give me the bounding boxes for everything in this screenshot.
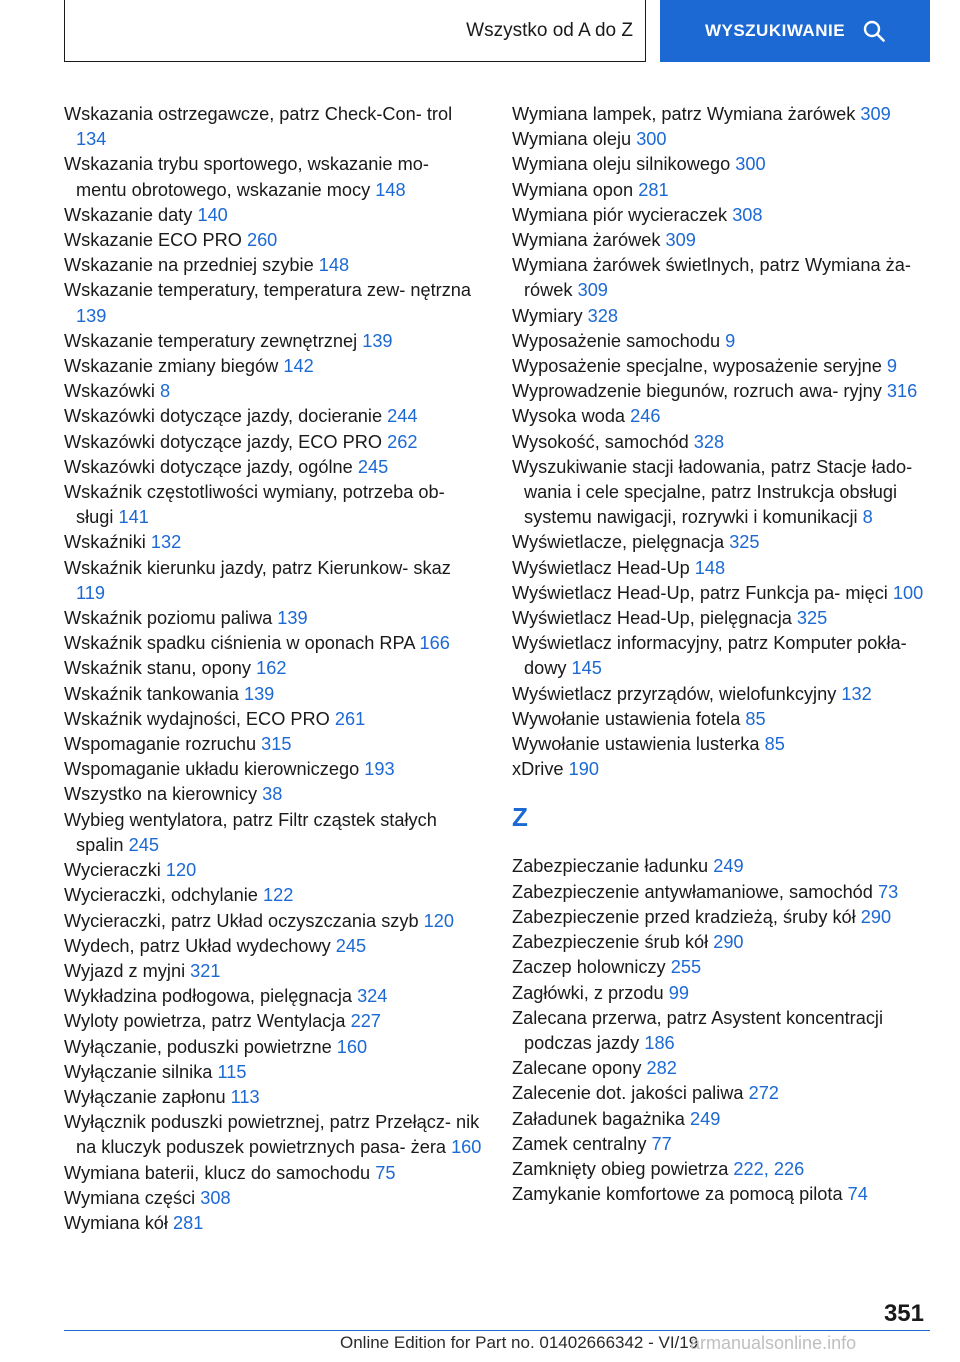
entry-page-link[interactable]: 245 — [128, 834, 159, 855]
index-entry — [64, 278, 482, 328]
index-entry — [64, 1085, 482, 1110]
search-button-label: WYSZUKIWANIE — [704, 21, 846, 40]
entry-text: Wymiana żarówek świetlnych, patrz Wymiana ża‐ rówek — [512, 255, 911, 301]
header-bar — [64, 0, 930, 64]
index-entry — [64, 1110, 482, 1160]
entry-page-link[interactable]: 166 — [419, 633, 450, 654]
entry-text: Wskazanie daty — [64, 204, 193, 225]
entry-text: Zagłówki, z przodu — [512, 982, 664, 1003]
entry-text: Wskazówki dotyczące jazdy, ogólne — [64, 456, 353, 477]
entry-page-link[interactable]: 113 — [230, 1086, 260, 1107]
entry-page-link[interactable]: 120 — [165, 860, 197, 881]
entry-text: Wysoka woda — [512, 406, 626, 427]
entry-text: Zabezpieczanie ładunku — [512, 856, 709, 877]
entry-text: Wymiana opon — [512, 179, 634, 200]
entry-text: Wycieraczki — [64, 860, 161, 881]
entry-text: Zamek centralny — [512, 1133, 647, 1154]
index-entry — [64, 858, 482, 883]
index-entry — [512, 981, 932, 1006]
entry-text: Wyszukiwanie stacji ładowania, patrz Stacje łado‐ wania i cele specjalne, patrz Instrukcja obsługi systemu nawigacji, rozrywki i komunikacji — [512, 456, 913, 528]
entry-text: Wspomaganie układu kierowniczego — [64, 759, 360, 780]
entry-text: Wymiana części — [64, 1187, 196, 1208]
entry-text: Zalecane opony — [512, 1058, 642, 1079]
entry-page-link[interactable]: 245 — [335, 935, 367, 956]
index-entry — [512, 379, 932, 404]
index-entry — [64, 682, 482, 707]
entry-page-link[interactable]: 316 — [886, 381, 918, 402]
entry-page-link[interactable]: 9 — [886, 356, 898, 377]
index-entry — [64, 631, 482, 656]
entry-text: Zalecana przerwa, patrz Asystent koncentracji podczas jazdy — [512, 1007, 883, 1053]
entry-page-link[interactable]: 300 — [636, 129, 667, 150]
entry-page-link[interactable]: 328 — [693, 431, 725, 452]
index-entry — [512, 102, 932, 127]
entry-page-link[interactable]: 315 — [261, 734, 292, 755]
entry-page-link[interactable]: 8 — [160, 381, 171, 402]
index-entry — [512, 880, 932, 905]
tab-a-to-z-label: Wszystko od A do Z — [466, 19, 633, 41]
entry-text: Wskaźnik spadku ciśnienia w oponach RPA — [64, 633, 415, 654]
entry-text: Wyświetlacz Head-Up, pielęgnacja — [512, 608, 792, 629]
index-entry — [512, 682, 932, 707]
entry-text: Załadunek bagażnika — [512, 1108, 685, 1129]
index-entry — [64, 959, 482, 984]
entry-page-link[interactable]: 260 — [246, 230, 278, 251]
entry-text: Wszystko na kierownicy — [64, 784, 258, 805]
index-entry — [512, 178, 932, 203]
entry-page-link[interactable]: 255 — [670, 957, 702, 978]
entry-page-link[interactable]: 145 — [571, 658, 602, 679]
entry-text: Wskazówki dotyczące jazdy, ECO PRO — [64, 431, 383, 452]
entry-page-link[interactable]: 99 — [668, 982, 689, 1003]
entry-text: Wskaźnik tankowania — [64, 683, 239, 704]
index-entry — [64, 1060, 482, 1085]
index-column-right — [512, 102, 932, 1207]
index-entry — [512, 1182, 932, 1207]
entry-text: Wyposażenie samochodu — [512, 330, 721, 351]
entry-text: Wybieg wentylatora, patrz Filtr cząstek stałych spalin — [64, 809, 437, 855]
index-entry — [512, 253, 932, 303]
footer-watermark: armanualsonline.info — [690, 1333, 857, 1353]
index-entry — [512, 1157, 932, 1182]
entry-page-link[interactable]: 245 — [357, 456, 389, 477]
entry-text: Wymiana oleju — [512, 129, 632, 150]
entry-page-link[interactable]: 160 — [336, 1036, 368, 1057]
entry-page-link[interactable]: 249 — [713, 856, 744, 877]
entry-page-link[interactable]: 300 — [735, 154, 766, 175]
entry-page-link[interactable]: 162 — [256, 658, 287, 679]
index-entry — [64, 934, 482, 959]
entry-page-link[interactable]: 309 — [665, 230, 696, 251]
entry-text: Wyposażenie specjalne, wyposażenie seryjne — [512, 356, 882, 377]
entry-page-link[interactable]: 132 — [150, 532, 182, 553]
index-entry — [64, 1161, 482, 1186]
entry-text: xDrive — [512, 759, 564, 780]
index-entry — [512, 905, 932, 930]
index-entry — [64, 883, 482, 908]
entry-page-link[interactable]: 160 — [451, 1137, 482, 1158]
index-entry — [512, 203, 932, 228]
entry-text: Wyloty powietrza, patrz Wentylacja — [64, 1011, 346, 1032]
search-button[interactable] — [660, 0, 930, 62]
index-entry — [64, 228, 482, 253]
entry-page-link[interactable]: 119 — [76, 582, 105, 603]
entry-page-link[interactable]: 8 — [862, 507, 873, 528]
entry-page-link[interactable]: 325 — [796, 608, 828, 629]
entry-text: Wskaźnik częstotliwości wymiany, potrzeba ob‐ sługi — [64, 482, 445, 528]
entry-page-link[interactable]: 290 — [860, 906, 892, 927]
entry-page-link[interactable]: 325 — [729, 532, 760, 553]
index-entry — [64, 152, 482, 202]
index-entry — [64, 455, 482, 480]
index-entry — [64, 329, 482, 354]
index-entry — [512, 1132, 932, 1157]
entry-text: Wycieraczki, patrz Układ oczyszczania szyb — [64, 910, 419, 931]
index-entry — [512, 732, 932, 757]
entry-text: Wspomaganie rozruchu — [64, 734, 257, 755]
entry-text: Wydech, patrz Układ wydechowy — [64, 935, 331, 956]
index-entry — [64, 757, 482, 782]
index-entry — [512, 1006, 932, 1056]
index-entry — [64, 808, 482, 858]
entry-text: Wskazania trybu sportowego, wskazanie mo‐ mentu obrotowego, wskazanie mocy — [64, 154, 429, 200]
entry-page-link[interactable]: 290 — [713, 932, 744, 953]
entry-page-link[interactable]: 139 — [362, 330, 393, 351]
index-entry — [64, 732, 482, 757]
entry-text: Wskazania ostrzegawcze, patrz Check-Con‐ trol — [64, 104, 453, 124]
entry-page-link[interactable]: 75 — [375, 1162, 396, 1183]
entry-text: Wskazanie na przedniej szybie — [64, 255, 314, 276]
entry-text: Zamknięty obieg powietrza — [512, 1158, 729, 1179]
entry-page-link[interactable]: 308 — [732, 204, 763, 225]
entry-text: Zabezpieczenie śrub kół — [512, 932, 709, 953]
entry-text: Wskazówki — [64, 381, 155, 402]
entry-page-link[interactable]: 227 — [350, 1011, 381, 1032]
entry-page-link[interactable]: 9 — [725, 330, 736, 351]
index-entry — [64, 530, 482, 555]
entry-text: Wyłączanie silnika — [64, 1061, 213, 1082]
index-entry — [64, 203, 482, 228]
index-entry — [512, 228, 932, 253]
index-entry — [512, 1107, 932, 1132]
entry-page-link[interactable]: 139 — [277, 608, 308, 629]
index-entry — [64, 556, 482, 606]
entry-page-link[interactable]: 100 — [892, 582, 924, 603]
entry-page-link[interactable]: 139 — [76, 305, 107, 326]
entry-text: Wyjazd z myjni — [64, 960, 186, 981]
entry-text: Wywołanie ustawienia fotela — [512, 708, 741, 729]
entry-text: Wyświetlacz Head-Up, patrz Funkcja pa‐ mięci — [512, 582, 888, 603]
entry-text: Wyłączanie zapłonu — [64, 1086, 226, 1107]
entry-page-link[interactable]: 321 — [190, 960, 221, 981]
entry-text: Zabezpieczenie antywłamaniowe, samochód — [512, 881, 873, 902]
entry-text: Wyświetlacz Head-Up — [512, 557, 690, 578]
index-entry — [512, 152, 932, 177]
entry-text: Wykładzina podłogowa, pielęgnacja — [64, 986, 352, 1007]
index-entry — [512, 1056, 932, 1081]
entry-page-link[interactable]: 222, 226 — [733, 1158, 805, 1179]
index-entry — [512, 530, 932, 555]
entry-page-link[interactable]: 74 — [847, 1184, 868, 1205]
index-entry — [512, 1081, 932, 1106]
index-entry — [512, 404, 932, 429]
entry-page-link[interactable]: 186 — [644, 1032, 675, 1053]
entry-page-link[interactable]: 148 — [318, 255, 350, 276]
entry-text: Zalecenie dot. jakości paliwa — [512, 1083, 744, 1104]
entry-page-link[interactable]: 142 — [283, 356, 314, 377]
index-entry — [64, 379, 482, 404]
index-column-left — [64, 102, 482, 1236]
entry-page-link[interactable]: 77 — [651, 1133, 672, 1154]
index-entry — [512, 455, 932, 531]
entry-page-link[interactable]: 309 — [860, 104, 891, 124]
entry-page-link[interactable]: 261 — [334, 708, 366, 729]
index-entry — [512, 757, 932, 782]
entry-page-link[interactable]: 246 — [630, 406, 661, 427]
entry-text: Wskaźniki — [64, 532, 146, 553]
entry-text: Wymiana oleju silnikowego — [512, 154, 731, 175]
entry-page-link[interactable]: 262 — [387, 431, 418, 452]
index-entry — [64, 909, 482, 934]
entry-page-link[interactable]: 244 — [387, 406, 418, 427]
index-entry — [64, 606, 482, 631]
index-entry — [64, 1211, 482, 1236]
index-entry — [64, 707, 482, 732]
index-entry — [64, 430, 482, 455]
index-entry — [64, 1035, 482, 1060]
index-entry — [64, 253, 482, 278]
index-entry — [64, 1009, 482, 1034]
entry-text: Wyłącznik poduszki powietrznej, patrz Przełącz‐ nik na kluczyk poduszek powietrznych pasa‐ żera — [64, 1112, 480, 1158]
page-number: 351 — [883, 1300, 924, 1327]
entry-text: Wymiana baterii, klucz do samochodu — [64, 1162, 371, 1183]
index-entry — [512, 127, 932, 152]
index-entry — [512, 354, 932, 379]
index-entry — [64, 656, 482, 681]
entry-text: Wymiana żarówek — [512, 230, 661, 251]
index-entry — [64, 404, 482, 429]
entry-text: Wymiary — [512, 305, 583, 326]
index-entry — [512, 707, 932, 732]
entry-page-link[interactable]: 193 — [364, 759, 395, 780]
footer-divider — [64, 1330, 930, 1331]
entry-page-link[interactable]: 73 — [877, 881, 899, 902]
index-entry — [64, 782, 482, 807]
entry-text: Wskazanie ECO PRO — [64, 230, 242, 251]
index-entry — [512, 854, 932, 879]
index-entry — [512, 329, 932, 354]
index-entry — [512, 581, 932, 606]
entry-text: Zaczep holowniczy — [512, 957, 666, 978]
entry-text: Wyświetlacz przyrządów, wielofunkcyjny — [512, 683, 837, 704]
entry-text: Wskazanie zmiany biegów — [64, 356, 279, 377]
entry-page-link[interactable]: 272 — [748, 1083, 779, 1104]
entry-text: Wywołanie ustawienia lusterka — [512, 734, 760, 755]
entry-page-link[interactable]: 120 — [423, 910, 455, 931]
index-entry — [512, 631, 932, 681]
index-entry — [64, 984, 482, 1009]
entry-text: Wskaźnik wydajności, ECO PRO — [64, 708, 330, 729]
index-entry — [512, 606, 932, 631]
entry-page-link[interactable]: 281 — [638, 179, 669, 200]
entry-page-link[interactable]: 115 — [217, 1061, 247, 1082]
entry-page-link[interactable]: 134 — [76, 129, 107, 150]
entry-text: Wskazanie temperatury, temperatura zew‐ nętrzna — [64, 280, 472, 301]
entry-page-link[interactable]: 85 — [745, 708, 766, 729]
entry-page-link[interactable]: 148 — [694, 557, 726, 578]
entry-text: Wskaźnik kierunku jazdy, patrz Kierunkow‐ skaz — [64, 557, 451, 578]
entry-text: Wymiana lampek, patrz Wymiana żarówek — [512, 104, 856, 124]
entry-text: Zabezpieczenie przed kradzieżą, śruby kół — [512, 906, 856, 927]
entry-text: Wyświetlacze, pielęgnacja — [512, 532, 725, 553]
index-entry — [512, 955, 932, 980]
entry-page-link[interactable]: 308 — [200, 1187, 231, 1208]
index-entry — [512, 304, 932, 329]
index-entry — [64, 480, 482, 530]
entry-page-link[interactable]: 309 — [577, 280, 608, 301]
entry-text: Wskaźnik poziomu paliwa — [64, 608, 273, 629]
entry-page-link[interactable]: 282 — [646, 1058, 677, 1079]
entry-page-link[interactable]: 281 — [173, 1212, 204, 1233]
index-entry — [512, 556, 932, 581]
entry-text: Zamykanie komfortowe za pomocą pilota — [512, 1184, 843, 1205]
entry-text: Wymiana piór wycieraczek — [512, 204, 728, 225]
index-entry — [64, 1186, 482, 1211]
entry-page-link[interactable]: 249 — [689, 1108, 721, 1129]
index-entry — [512, 430, 932, 455]
entry-page-link[interactable]: 148 — [375, 179, 406, 200]
search-icon — [863, 20, 885, 42]
footer-edition: Online Edition for Part no. 01402666342 - VI/19 — [340, 1333, 699, 1352]
entry-text: Wskaźnik stanu, opony — [64, 658, 252, 679]
index-entry — [64, 354, 482, 379]
index-entry — [512, 930, 932, 955]
entry-page-link[interactable]: 38 — [262, 784, 283, 805]
entry-text: Wskazanie temperatury zewnętrznej — [64, 330, 358, 351]
entry-text: Wyświetlacz informacyjny, patrz Komputer pokła‐ dowy — [512, 633, 907, 679]
tab-a-to-z[interactable] — [64, 0, 646, 62]
entry-text: Wskazówki dotyczące jazdy, docieranie — [64, 406, 383, 427]
entry-page-link[interactable]: 139 — [243, 683, 275, 704]
entry-page-link[interactable]: 122 — [262, 885, 294, 906]
entry-text: Wyprowadzenie biegunów, rozruch awa‐ ryjny — [512, 381, 882, 402]
entry-page-link[interactable]: 324 — [357, 986, 388, 1007]
section-letter: Z — [512, 802, 528, 833]
entry-page-link[interactable]: 85 — [764, 734, 785, 755]
entry-page-link[interactable]: 328 — [587, 305, 618, 326]
entry-text: Wycieraczki, odchylanie — [64, 885, 258, 906]
entry-text: Wymiana kół — [64, 1212, 168, 1233]
entry-page-link[interactable]: 140 — [197, 204, 228, 225]
entry-text: Wysokość, samochód — [512, 431, 689, 452]
entry-page-link[interactable]: 190 — [568, 759, 599, 780]
entry-page-link[interactable]: 132 — [841, 683, 872, 704]
index-entry — [64, 102, 482, 152]
entry-page-link[interactable]: 141 — [118, 507, 149, 528]
entry-text: Wyłączanie, poduszki powietrzne — [64, 1036, 332, 1057]
